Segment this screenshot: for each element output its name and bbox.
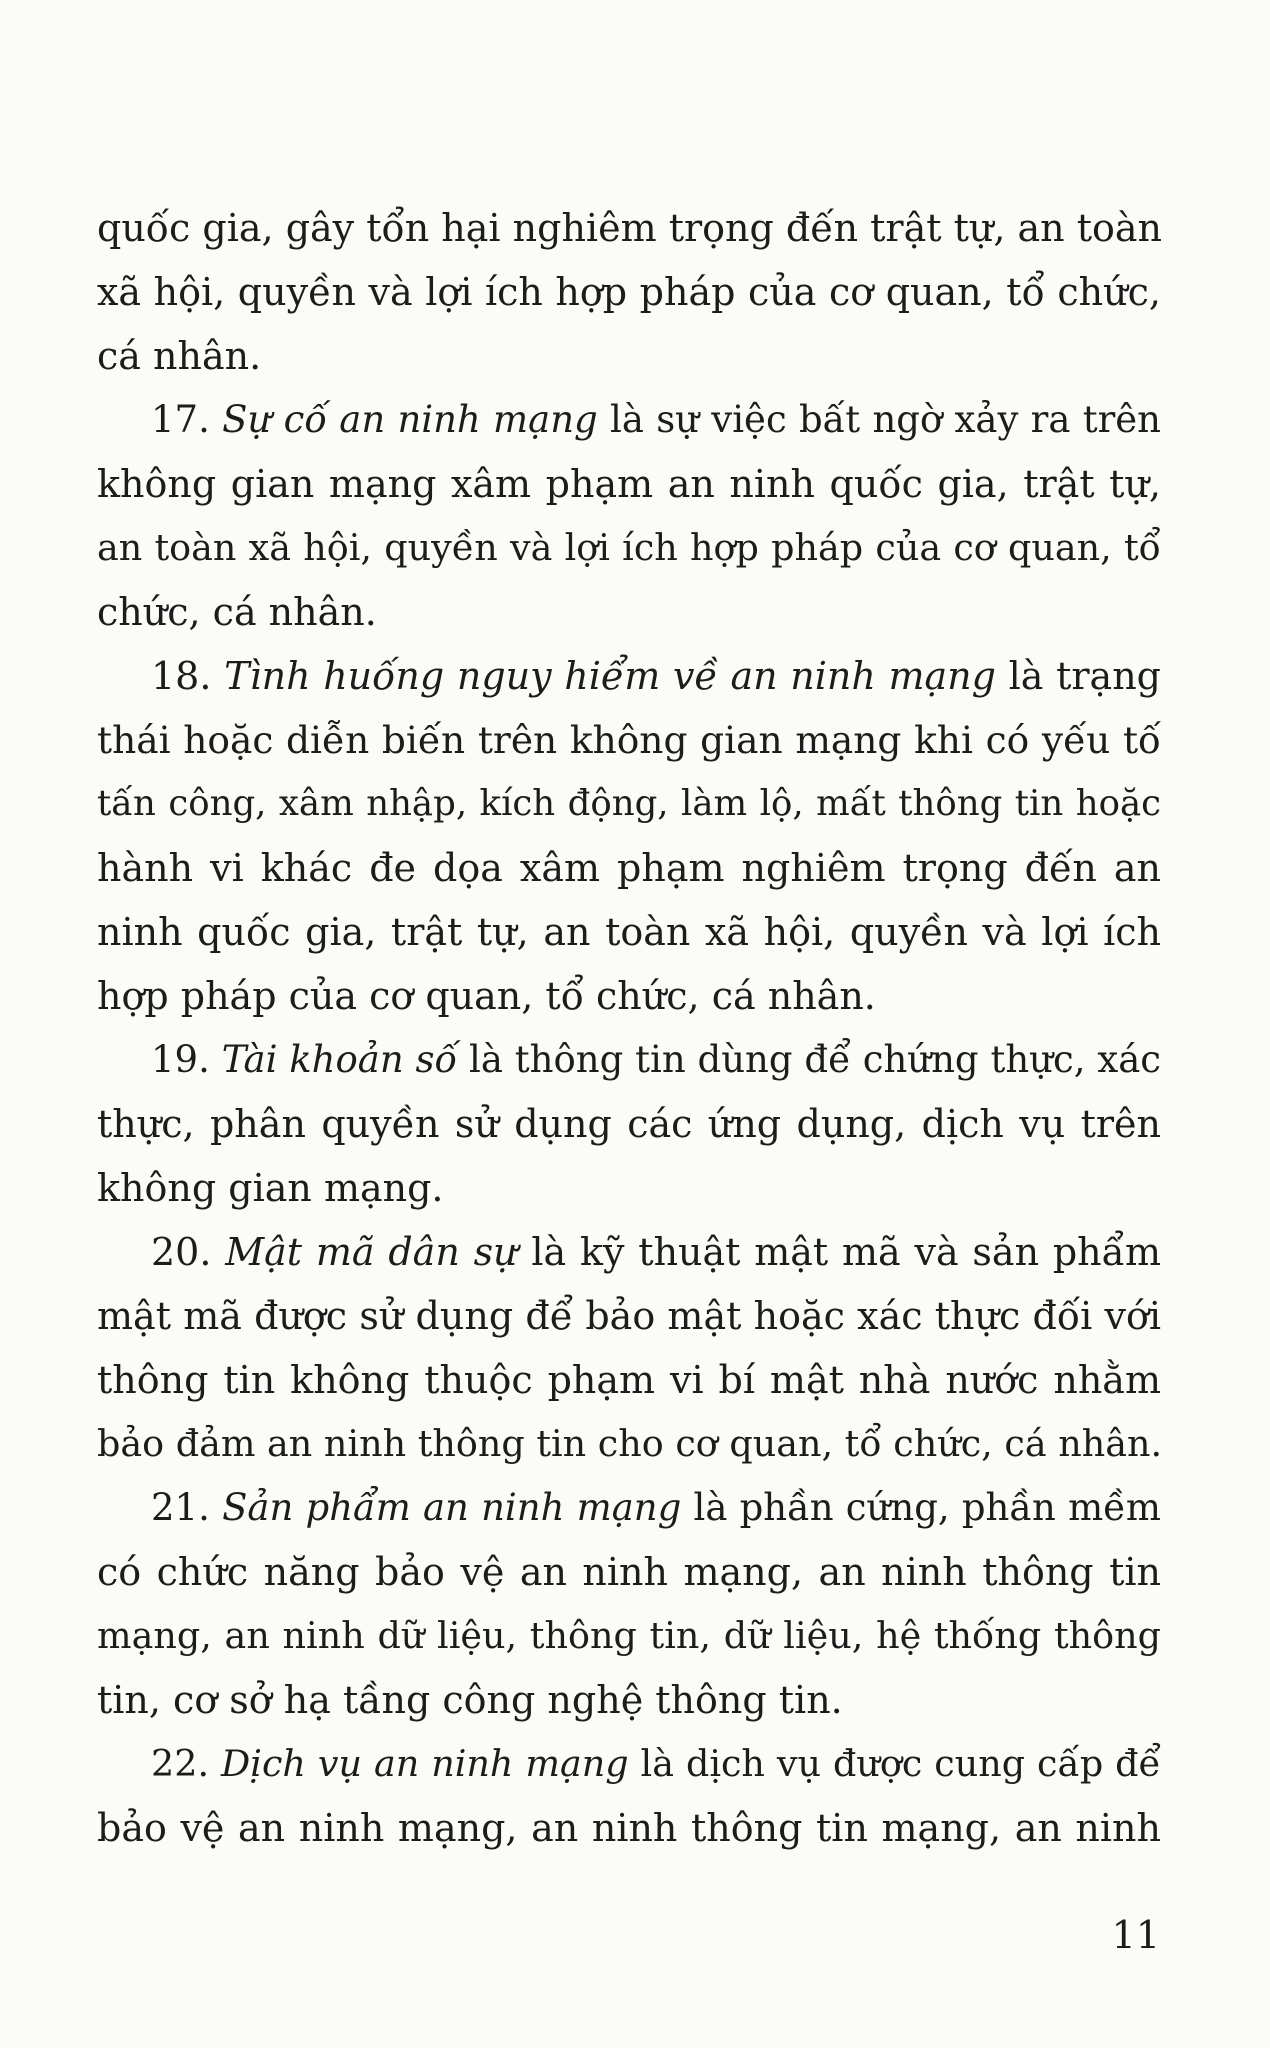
- text-line: tấn công, xâm nhập, kích động, làm lộ, mất thông tin hoặc: [97, 783, 1161, 824]
- text-line: tin, cơ sở hạ tầng công nghệ thông tin.: [97, 1678, 843, 1722]
- definition-17: 17. Sự cố an ninh mạng là sự việc bất ngờ xảy ra trên: [151, 398, 1161, 441]
- text-line: chức, cá nhân.: [97, 590, 377, 634]
- definition-19: 19. Tài khoản số là thông tin dùng để chứng thực, xác: [151, 1038, 1161, 1081]
- term-22: Dịch vụ an ninh mạng: [221, 1742, 629, 1785]
- definition-20: 20. Mật mã dân sự là kỹ thuật mật mã và sản phẩm: [151, 1230, 1161, 1274]
- text-line: không gian mạng.: [97, 1166, 444, 1210]
- text-line: không gian mạng xâm phạm an ninh quốc gia, trật tự,: [97, 462, 1161, 506]
- text-line: hợp pháp của cơ quan, tổ chức, cá nhân.: [97, 974, 876, 1018]
- text-line: bảo đảm an ninh thông tin cho cơ quan, tổ chức, cá nhân.: [97, 1422, 1163, 1465]
- text-line: thực, phân quyền sử dụng các ứng dụng, dịch vụ trên: [97, 1102, 1161, 1146]
- text-line: quốc gia, gây tổn hại nghiêm trọng đến trật tự, an toàn: [97, 206, 1162, 250]
- text-line: ninh quốc gia, trật tự, an toàn xã hội, quyền và lợi ích: [97, 910, 1161, 954]
- definition-22: 22. Dịch vụ an ninh mạng là dịch vụ được cung cấp để: [151, 1742, 1161, 1785]
- text-line: có chức năng bảo vệ an ninh mạng, an ninh thông tin: [97, 1550, 1161, 1594]
- text-line: thái hoặc diễn biến trên không gian mạng khi có yếu tố: [97, 718, 1161, 762]
- term-17: Sự cố an ninh mạng: [222, 398, 598, 441]
- term-20: Mật mã dân sự: [225, 1230, 518, 1274]
- text-line: an toàn xã hội, quyền và lợi ích hợp pháp của cơ quan, tổ: [97, 526, 1161, 569]
- definition-18: 18. Tình huống nguy hiểm về an ninh mạng là trạng: [151, 654, 1162, 698]
- text-line: bảo vệ an ninh mạng, an ninh thông tin mạng, an ninh: [97, 1806, 1161, 1850]
- term-21: Sản phẩm an ninh mạng: [222, 1486, 682, 1529]
- text-line: hành vi khác đe dọa xâm phạm nghiêm trọng đến an: [97, 846, 1161, 890]
- term-19: Tài khoản số: [221, 1038, 458, 1081]
- text-line: cá nhân.: [97, 334, 262, 378]
- text-line: mạng, an ninh dữ liệu, thông tin, dữ liệu, hệ thống thông: [97, 1614, 1161, 1657]
- term-18: Tình huống nguy hiểm về an ninh mạng: [224, 654, 996, 698]
- text-line: thông tin không thuộc phạm vi bí mật nhà nước nhằm: [97, 1358, 1161, 1402]
- text-line: xã hội, quyền và lợi ích hợp pháp của cơ quan, tổ chức,: [97, 270, 1161, 314]
- page-number: 11: [1111, 1913, 1160, 1957]
- definition-21: 21. Sản phẩm an ninh mạng là phần cứng, phần mềm: [151, 1486, 1162, 1529]
- text-line: mật mã được sử dụng để bảo mật hoặc xác thực đối với: [97, 1294, 1161, 1338]
